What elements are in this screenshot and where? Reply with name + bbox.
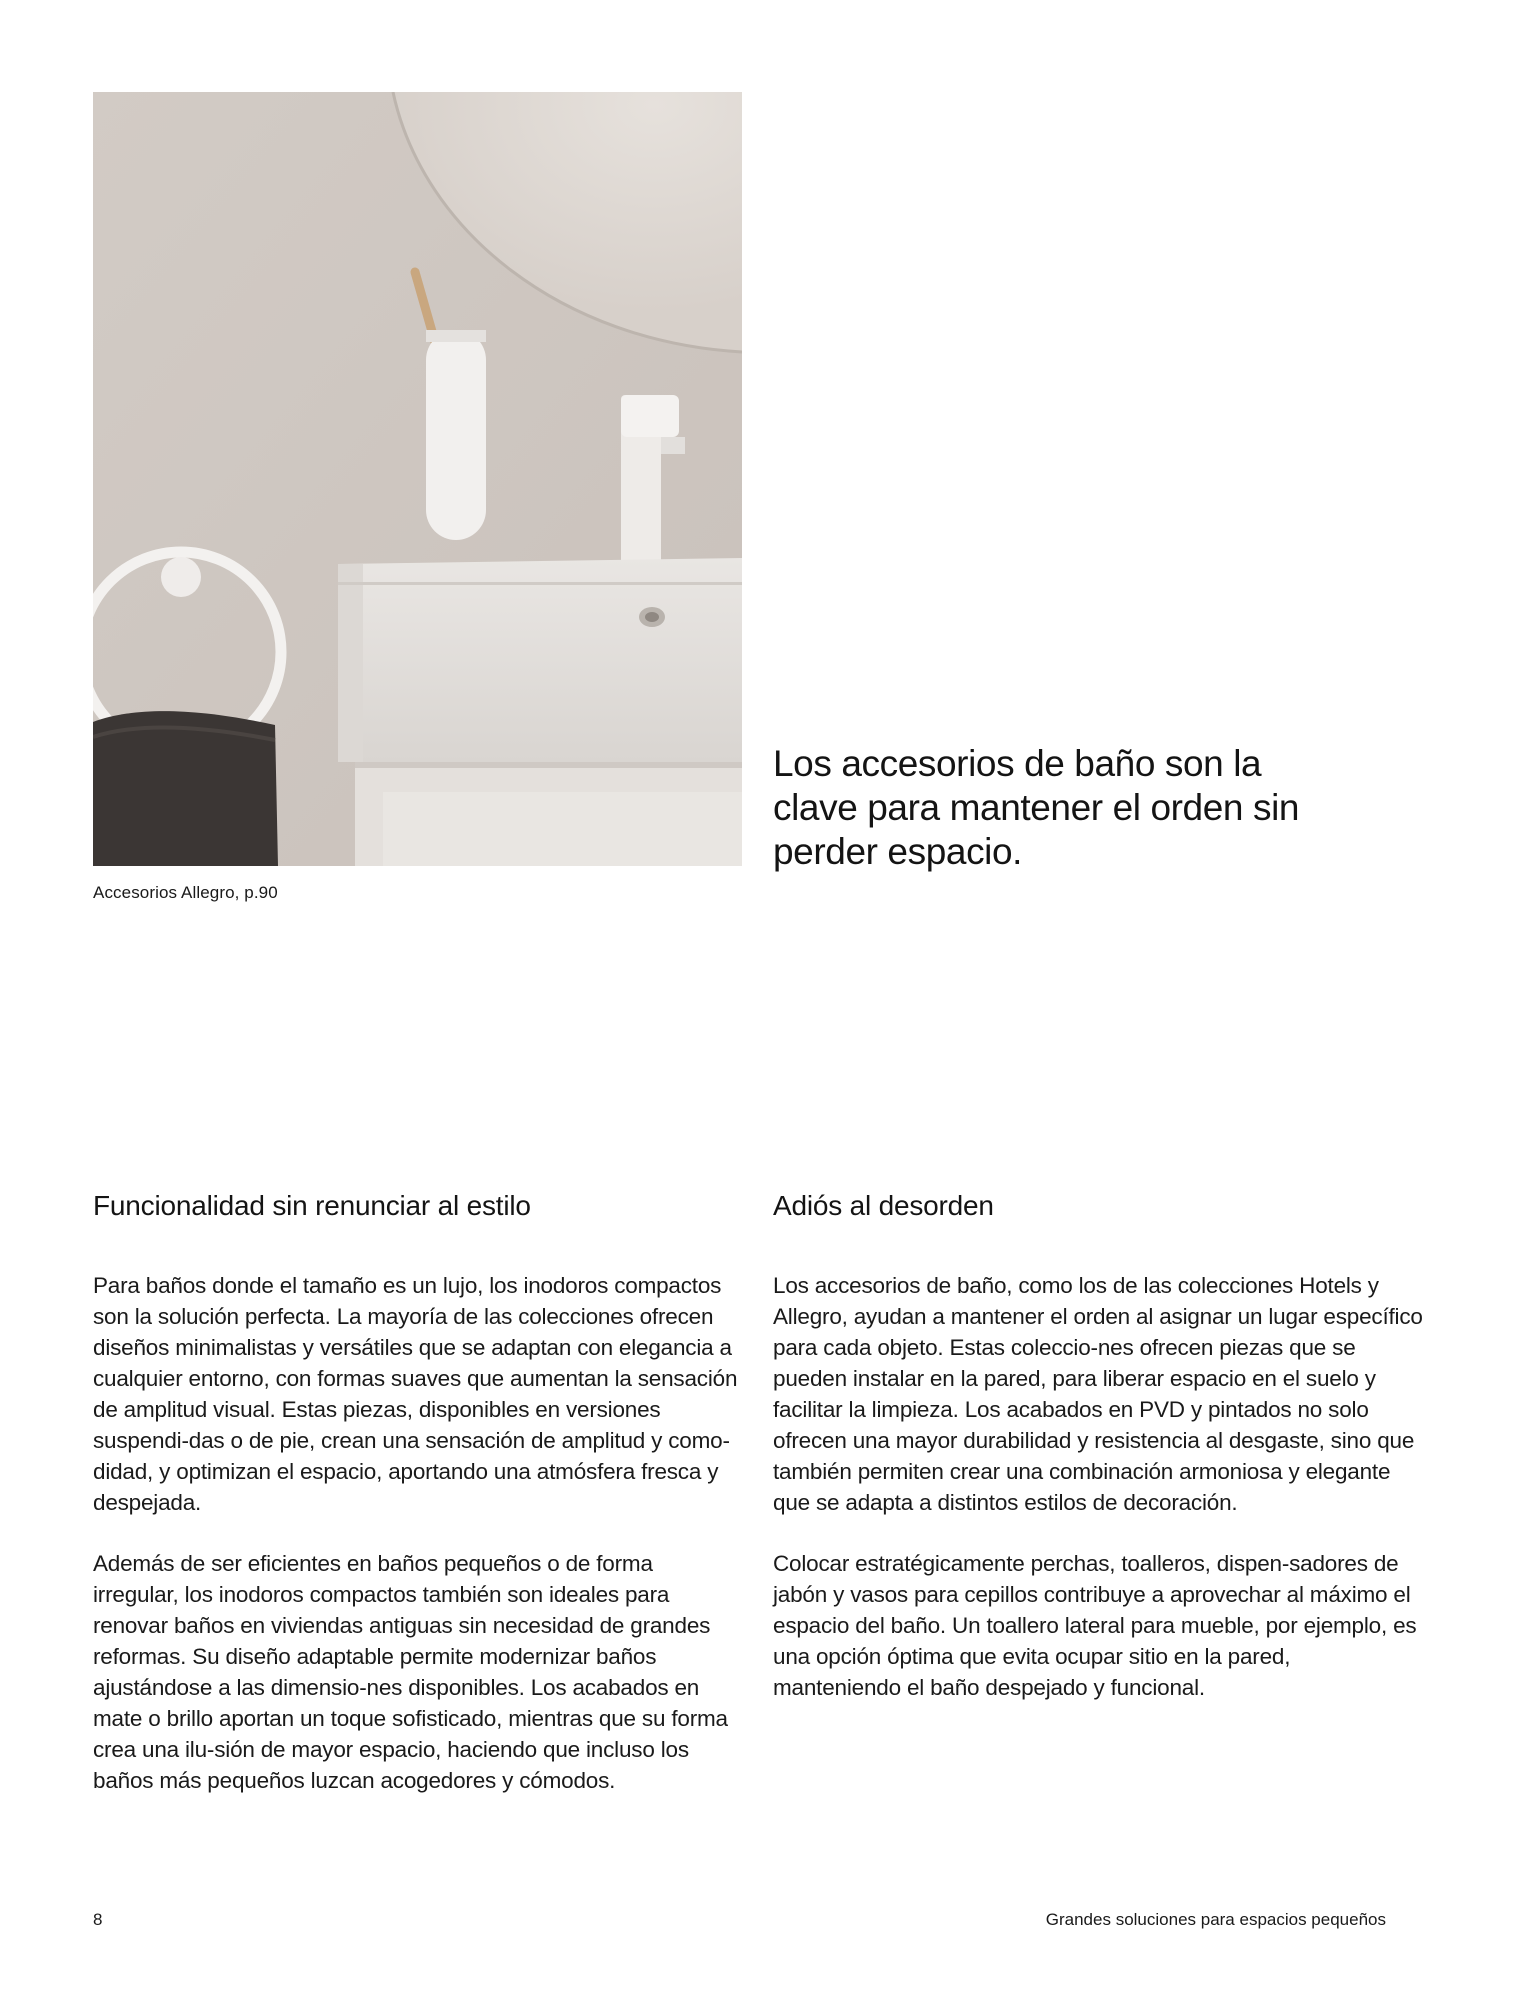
right-column	[773, 1186, 1423, 1733]
footer-section-title: Grandes soluciones para espacios pequeños	[1045, 1910, 1386, 1929]
left-column-title: Funcionalidad sin renunciar al estilo	[93, 1190, 531, 1221]
page-number: 8	[93, 1910, 103, 1929]
left-column	[93, 1186, 743, 1826]
photo-caption: Accesorios Allegro, p.90	[93, 883, 278, 902]
left-paragraph-1: Para baños donde el tamaño es un lujo, los inodoros compactos son la solución perfecta. La mayoría de las colecciones ofrecen diseños minimalistas y versátiles que se adaptan con elegancia a cualquier entorno, con formas suaves que aumentan la sensación de amplitud visual. Estas piezas, disponibles en versiones suspendi-das o de pie, crean una sensación de amplitud y como-didad, y optimizan el espacio, aportando una atmósfera fresca y despejada.	[93, 1273, 738, 1515]
right-paragraph-1: Los accesorios de baño, como los de las colecciones Hotels y Allegro, ayudan a mantener el orden al asignar un lugar específico para cada objeto. Estas coleccio-nes ofrecen piezas que se pueden instalar en la pared, para liberar espacio en el suelo y facilitar la limpieza. Los acabados en PVD y pintados no solo ofrecen una mayor durabilidad y resistencia al desgaste, sino que también permiten crear una combinación armoniosa y elegante que se adapta a distintos estilos de decoración.	[773, 1273, 1423, 1515]
right-paragraph-2: Colocar estratégicamente perchas, toalleros, dispen-sadores de jabón y vasos para cepillos contribuye a aprovechar al máximo el espacio del baño. Un toallero lateral para mueble, por ejemplo, es una opción óptima que evita ocupar sitio en la pared, manteniendo el baño despejado y funcional.	[773, 1551, 1417, 1700]
left-paragraph-2: Además de ser eficientes en baños pequeños o de forma irregular, los inodoros compactos también son ideales para renovar baños en viviendas antiguas sin necesidad de grandes reformas. Su diseño adaptable permite modernizar baños ajustándose a las dimensio-nes disponibles. Los acabados en mate o brillo aportan un toque sofisticado, mientras que su forma crea una ilu-sión de mayor espacio, haciendo que incluso los baños más pequeños luzcan acogedores y cómodos.	[93, 1551, 728, 1793]
right-column-title: Adiós al desorden	[773, 1190, 994, 1221]
product-photo	[93, 92, 742, 866]
page-headline: Los accesorios de baño son la clave para mantener el orden sin perder espacio.	[773, 743, 1300, 872]
bathroom-accessories-illustration	[93, 92, 742, 866]
